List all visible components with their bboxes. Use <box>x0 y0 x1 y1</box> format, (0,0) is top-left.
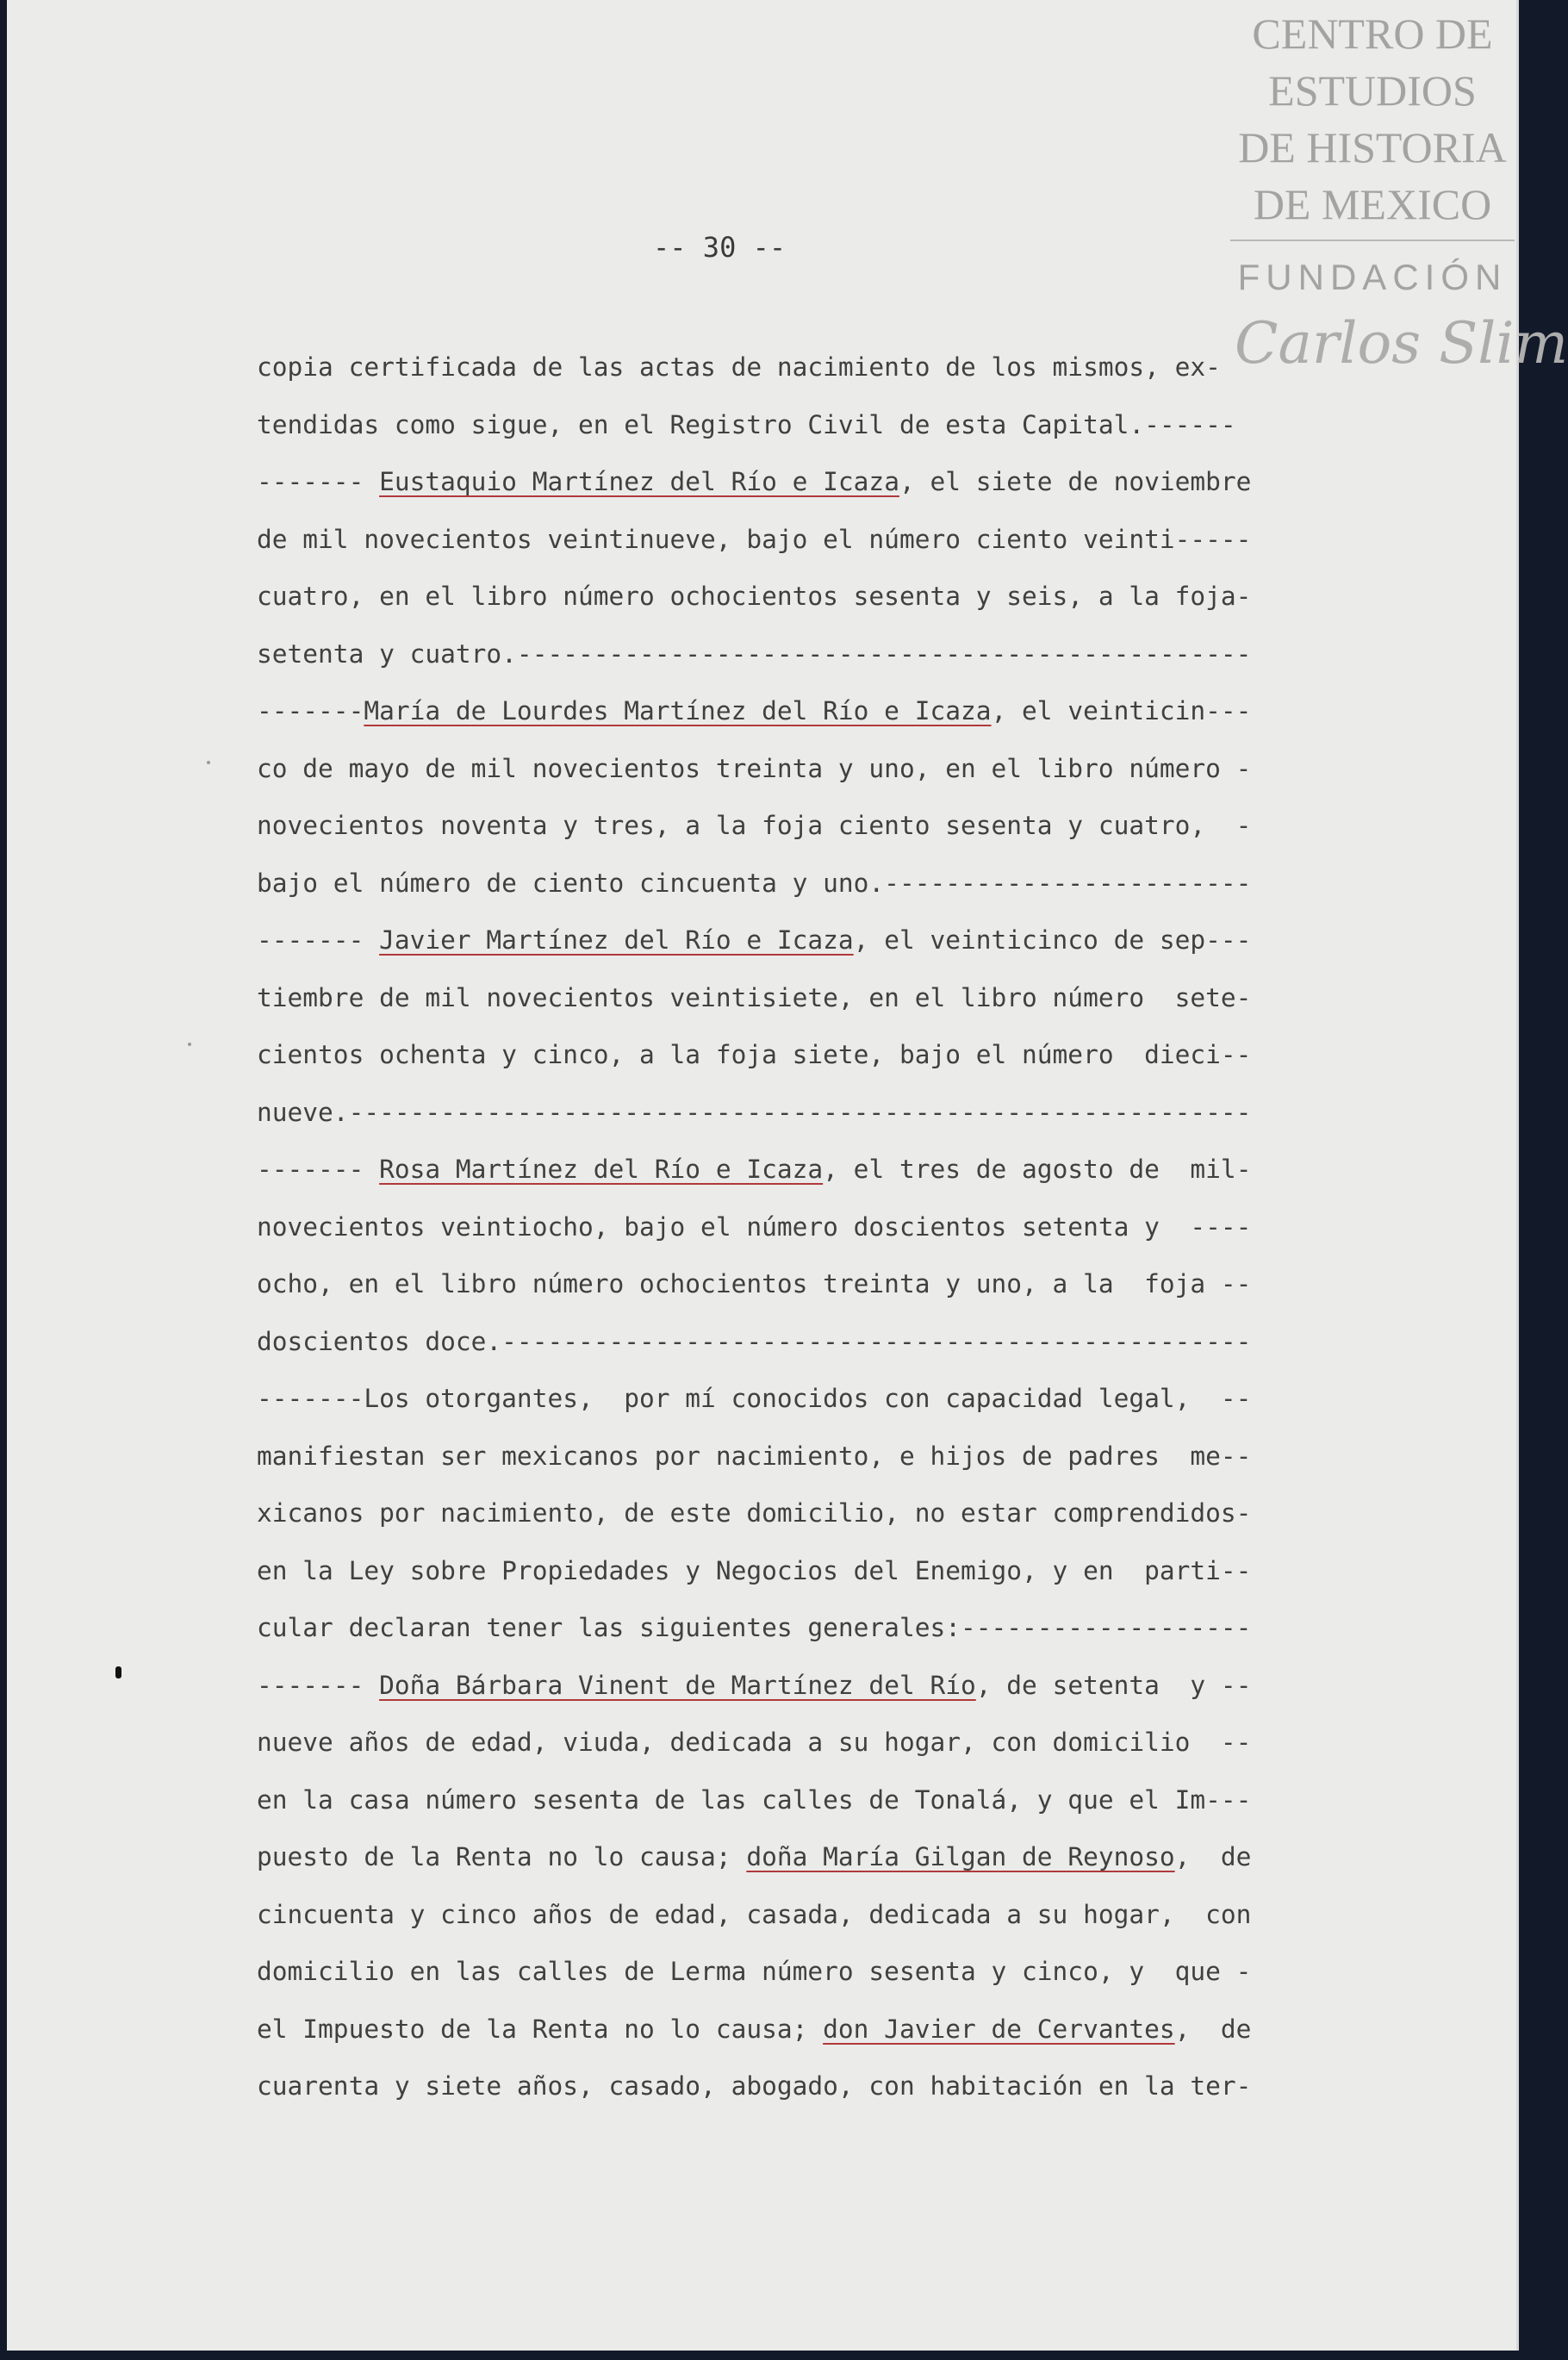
line-text: ocho, en el libro número ochocientos treinta y uno, a la foja -- <box>257 1269 1252 1298</box>
line-text: tiembre de mil novecientos veintisiete, en el libro número sete- <box>257 982 1252 1012</box>
line-text: nueve.----------------------------------------------------------- <box>257 1097 1252 1127</box>
typed-body-text <box>257 339 1403 2115</box>
line-tail: , el veinticin--- <box>991 696 1252 725</box>
underlined-person-name: Rosa Martínez del Río e Icaza <box>379 1155 824 1184</box>
watermark-signature: Carlos Slim <box>1235 310 1568 377</box>
line-text: xicanos por nacimiento, de este domicilio, no estar comprendidos- <box>257 1498 1252 1528</box>
underlined-person-name: don Javier de Cervantes <box>823 2014 1175 2044</box>
text-line <box>257 1886 1403 1944</box>
watermark-line-4: DE MEXICO <box>1253 180 1492 228</box>
text-line <box>257 1141 1403 1199</box>
line-text: doscientos doce.------------------------------------------------- <box>257 1326 1252 1356</box>
line-text: cientos ochenta y cinco, a la foja siete, bajo el número dieci-- <box>257 1040 1252 1069</box>
text-line <box>257 1657 1403 1715</box>
text-line <box>257 969 1403 1027</box>
line-tail: , de <box>1174 2014 1252 2044</box>
page-number: -- 30 -- <box>653 231 787 264</box>
line-tail: , de setenta y -- <box>975 1670 1252 1700</box>
line-text: setenta y cuatro.------------------------------------------------ <box>257 638 1252 669</box>
line-lead: ------- <box>257 467 380 496</box>
line-tail: , el siete de noviembre <box>899 467 1252 496</box>
line-text: tendidas como sigue, en el Registro Civil de esta Capital.------ <box>257 409 1236 439</box>
text-line <box>257 855 1403 912</box>
text-line <box>257 1026 1403 1084</box>
text-line <box>257 1084 1403 1142</box>
line-text: de mil novecientos veintinueve, bajo el número ciento veinti----- <box>257 524 1252 554</box>
text-line <box>257 1313 1403 1371</box>
underlined-person-name: doña María Gilgan de Reynoso <box>746 1842 1175 1871</box>
text-line <box>257 511 1403 569</box>
line-lead: el Impuesto de la Renta no lo causa; <box>257 2014 824 2044</box>
text-line <box>257 1370 1403 1428</box>
line-text: cular declaran tener las siguientes generales:------------------- <box>257 1613 1252 1642</box>
text-line <box>257 1599 1403 1657</box>
line-tail: , el tres de agosto de mil- <box>823 1155 1252 1184</box>
line-text: co de mayo de mil novecientos treinta y uno, en el libro número - <box>257 753 1252 783</box>
line-text: cincuenta y cinco años de edad, casada, dedicada a su hogar, con <box>257 1899 1252 1929</box>
line-text: cuatro, en el libro número ochocientos sesenta y seis, a la foja- <box>257 582 1252 611</box>
text-line <box>257 1828 1403 1886</box>
text-line <box>257 682 1403 740</box>
watermark-line-3: DE HISTORIA <box>1238 123 1507 171</box>
text-line <box>257 396 1403 454</box>
text-line <box>257 1943 1403 2001</box>
text-line <box>257 1255 1403 1313</box>
line-lead: ------- <box>257 696 364 725</box>
line-text: en la casa número sesenta de las calles de Tonalá, y que el Im--- <box>257 1784 1252 1815</box>
archive-watermark <box>1213 5 1532 302</box>
margin-ink-mark <box>115 1666 121 1678</box>
line-tail: , el veinticinco de sep--- <box>853 925 1252 955</box>
watermark-divider <box>1230 240 1515 241</box>
line-lead: ------- <box>257 925 380 955</box>
margin-speck <box>188 1043 191 1046</box>
text-line <box>257 568 1403 626</box>
text-line <box>257 1714 1403 1772</box>
line-text: cuarenta y siete años, casado, abogado, con habitación en la ter- <box>257 2071 1252 2101</box>
line-tail: , de <box>1174 1842 1252 1871</box>
margin-speck <box>207 761 210 764</box>
underlined-person-name: Eustaquio Martínez del Río e Icaza <box>379 467 899 496</box>
line-lead: puesto de la Renta no lo causa; <box>257 1842 747 1871</box>
underlined-person-name: Javier Martínez del Río e Icaza <box>379 925 854 955</box>
line-text: en la Ley sobre Propiedades y Negocios del Enemigo, y en parti-- <box>257 1555 1252 1585</box>
watermark-fundacion: FUNDACIÓN <box>1237 257 1508 297</box>
text-line <box>257 740 1403 798</box>
line-text: domicilio en las calles de Lerma número sesenta y cinco, y que - <box>257 1957 1252 1986</box>
text-line <box>257 339 1403 396</box>
text-line <box>257 1428 1403 1485</box>
line-text: copia certificada de las actas de nacimiento de los mismos, ex- <box>257 352 1221 382</box>
watermark-line-1: CENTRO DE <box>1252 9 1493 58</box>
text-line <box>257 797 1403 855</box>
line-text: novecientos noventa y tres, a la foja ciento sesenta y cuatro, - <box>257 811 1252 840</box>
line-text: nueve años de edad, viuda, dedicada a su hogar, con domicilio -- <box>257 1728 1252 1757</box>
line-lead: ------- <box>257 1670 380 1700</box>
text-line <box>257 626 1403 683</box>
underlined-person-name: Doña Bárbara Vinent de Martínez del Río <box>379 1670 976 1700</box>
underlined-person-name: María de Lourdes Martínez del Río e Icaza <box>364 696 992 725</box>
text-line <box>257 1485 1403 1542</box>
text-line <box>257 1772 1403 1829</box>
text-line <box>257 2058 1403 2115</box>
document-page <box>7 0 1568 2351</box>
text-line <box>257 1199 1403 1256</box>
text-line <box>257 2001 1403 2058</box>
text-line <box>257 912 1403 969</box>
text-line <box>257 453 1403 511</box>
line-lead: ------- <box>257 1155 380 1184</box>
line-text: novecientos veintiocho, bajo el número doscientos setenta y ---- <box>257 1211 1252 1242</box>
line-text: bajo el número de ciento cincuenta y uno.------------------------ <box>257 868 1252 898</box>
text-line <box>257 1542 1403 1600</box>
line-text: -------Los otorgantes, por mí conocidos con capacidad legal, -- <box>257 1384 1252 1413</box>
watermark-line-2: ESTUDIOS <box>1268 66 1477 115</box>
line-text: manifiestan ser mexicanos por nacimiento, e hijos de padres me-- <box>257 1441 1252 1471</box>
